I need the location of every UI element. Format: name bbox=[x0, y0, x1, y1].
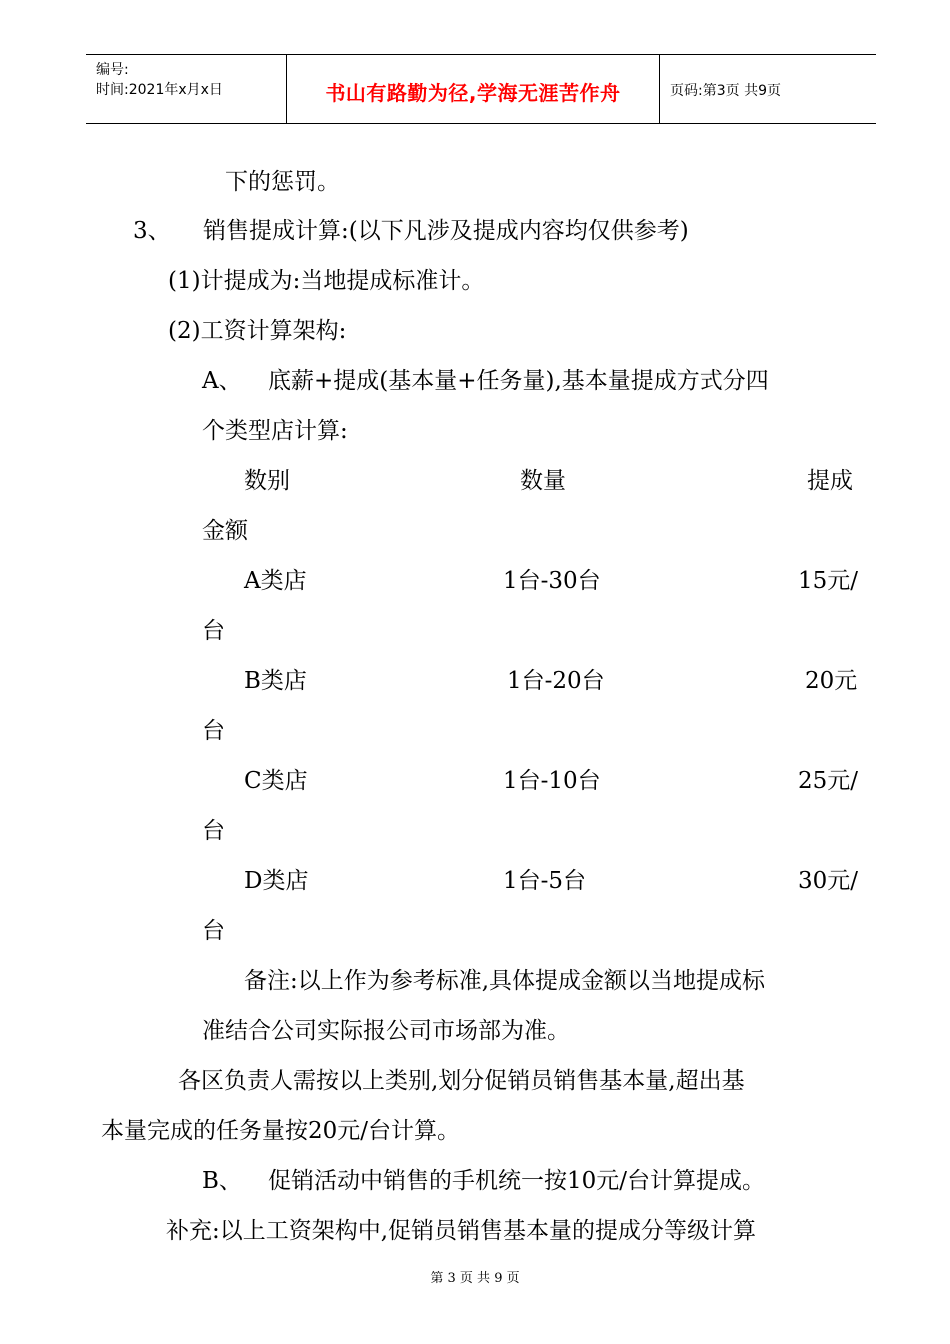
note-line: 准结合公司实际报公司市场部为准。 bbox=[202, 1018, 570, 1044]
paragraph-line: 各区负责人需按以上类别,划分促销员销售基本量,超出基 bbox=[178, 1068, 745, 1094]
table-row-amount: 20元 bbox=[805, 668, 858, 694]
table-row-amount: 25元/ bbox=[798, 768, 859, 794]
table-row-quantity: 1台-10台 bbox=[503, 768, 601, 794]
table-row-wrap: 台 bbox=[202, 918, 225, 944]
paragraph-line: 本量完成的任务量按20元/台计算。 bbox=[101, 1118, 461, 1144]
table-row-quantity: 1台-20台 bbox=[507, 668, 605, 694]
table-header-amount: 提成 bbox=[807, 468, 853, 494]
subsection-label: B、 bbox=[202, 1168, 242, 1194]
table-header-category: 数别 bbox=[244, 468, 290, 494]
subsection-text: 个类型店计算: bbox=[202, 418, 348, 444]
table-row-amount: 30元/ bbox=[798, 868, 859, 894]
section-heading: 销售提成计算:(以下凡涉及提成内容均仅供参考) bbox=[203, 218, 689, 244]
supplement-line: 补充:以上工资架构中,促销员销售基本量的提成分等级计算 bbox=[166, 1218, 757, 1244]
table-row-category: B类店 bbox=[244, 668, 307, 694]
header-motto: 书山有路勤为径,学海无涯苦作舟 bbox=[325, 81, 621, 105]
header-motto-cell bbox=[287, 55, 660, 123]
page-footer: 第 3 页 共 9 页 bbox=[430, 1271, 520, 1286]
document-header bbox=[86, 54, 876, 124]
number-label: 编号: bbox=[96, 62, 129, 78]
time-label: 时间:2021年x月x日 bbox=[96, 82, 223, 98]
table-row-quantity: 1台-5台 bbox=[503, 868, 587, 894]
table-header-wrap: 金额 bbox=[202, 518, 248, 544]
table-row-wrap: 台 bbox=[202, 718, 225, 744]
table-row-amount: 15元/ bbox=[798, 568, 859, 594]
header-page-cell bbox=[660, 55, 876, 123]
header-page-label: 页码:第3页 共9页 bbox=[670, 83, 781, 99]
table-row-wrap: 台 bbox=[202, 818, 225, 844]
table-header-quantity: 数量 bbox=[520, 468, 566, 494]
table-row-category: A类店 bbox=[244, 568, 307, 594]
table-row-category: D类店 bbox=[244, 868, 309, 894]
body-line: 下的惩罚。 bbox=[225, 169, 340, 195]
note-line: 备注:以上作为参考标准,具体提成金额以当地提成标 bbox=[244, 968, 766, 994]
subsection-label: A、 bbox=[202, 368, 242, 394]
list-item: (1)计提成为:当地提成标准计。 bbox=[168, 268, 485, 294]
table-row-category: C类店 bbox=[244, 768, 308, 794]
subsection-text: 促销活动中销售的手机统一按10元/台计算提成。 bbox=[268, 1168, 766, 1194]
subsection-text: 底薪+提成(基本量+任务量),基本量提成方式分四 bbox=[268, 368, 769, 394]
table-row-wrap: 台 bbox=[202, 618, 225, 644]
section-number: 3、 bbox=[133, 218, 171, 244]
table-row-quantity: 1台-30台 bbox=[503, 568, 601, 594]
list-item: (2)工资计算架构: bbox=[168, 318, 347, 344]
header-meta-cell bbox=[86, 55, 287, 123]
